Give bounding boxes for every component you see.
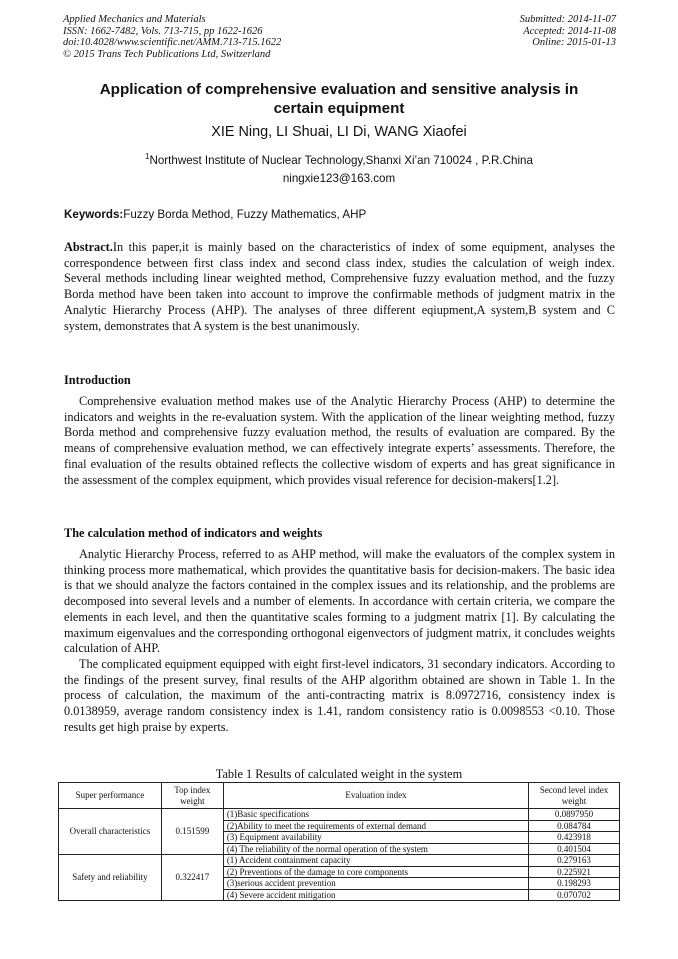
group-top-weight-cell: 0.151599 <box>161 809 223 855</box>
journal-name: Applied Mechanics and Materials <box>63 14 206 25</box>
group-super-cell: Safety and reliability <box>59 855 162 901</box>
header-top-index-weight: Top index weight <box>161 783 223 809</box>
author-email: ningxie123@163.com <box>282 172 396 185</box>
table-row <box>59 809 620 821</box>
keywords <box>64 208 616 221</box>
second-weight-cell: 0.225921 <box>529 866 620 878</box>
authors: XIE Ning, LI Shuai, LI Di, WANG Xiaofei <box>211 124 467 140</box>
group-super-cell: Overall characteristics <box>59 809 162 855</box>
header-evaluation-index: Evaluation index <box>223 783 528 809</box>
evaluation-index-cell: (4) Severe accident mitigation <box>223 889 528 901</box>
dates-header <box>520 14 616 49</box>
calculation-section <box>64 547 615 735</box>
table-header-row <box>59 783 620 809</box>
evaluation-index-cell: (4) The reliability of the normal operation of the system <box>223 843 528 855</box>
results-table <box>58 782 620 901</box>
submitted-date: Submitted: 2014-11-07 <box>519 14 616 25</box>
doi-line: doi:10.4028/www.scientific.net/AMM.713-715.1622 <box>63 37 282 49</box>
second-weight-cell: 0.070702 <box>529 889 620 901</box>
second-weight-cell: 0.423918 <box>529 832 620 844</box>
abstract-label: Abstract. <box>64 240 113 254</box>
header-super-performance: Super performance <box>59 783 162 809</box>
evaluation-index-cell: (1)Basic specifications <box>223 809 528 821</box>
copyright-line: © 2015 Trans Tech Publications Ltd, Switzerland <box>63 48 271 60</box>
evaluation-index-cell: (1) Accident containment capacity <box>223 855 528 867</box>
affiliation <box>60 152 618 167</box>
calculation-heading: The calculation method of indicators and weights <box>64 526 323 540</box>
title-line-1: Application of comprehensive evaluation and sensitive analysis in <box>99 81 579 98</box>
table-caption: Table 1 Results of calculated weight in the system <box>215 767 463 781</box>
evaluation-index-cell: (3)serious accident prevention <box>223 878 528 890</box>
online-date: Online: 2015-01-13 <box>532 37 616 49</box>
evaluation-index-cell: (2)Ability to meet the requirements of external demand <box>223 820 528 832</box>
introduction-heading: Introduction <box>64 373 131 387</box>
issn-line: ISSN: 1662-7482, Vols. 713-715, pp 1622-1626 <box>63 25 263 37</box>
keywords-label: Keywords: <box>64 208 124 221</box>
title-line-2: certain equipment <box>273 99 405 117</box>
calculation-paragraph-2: The complicated equipment equipped with eight first-level indicators, 31 secondary indicators. According to the findings of the present survey, final results of the AHP algorithm obtained are shown in Table 1. In the process of calculation, the maximum of the anti-contracting matrix is 8.0972716, consistency index is 0.0138959, average random consistency index is 1.41, random consistency ratio is 0.0098553 <0.10. Those results get high praise by experts. <box>64 656 615 734</box>
calculation-paragraph-1: Analytic Hierarchy Process, referred to as AHP method, will make the evaluators of the complex system in thinking process more mathematical, which provides the quantitative basis for decision-makers. The basic idea is that we should analyze the factors contained in the complex issues and its relationship, and the problems are decomposed into several levels and a number of elements. In accordance with certain criteria, we compare the elements in each level, and then the quantitative scales forming to a judgment matrix [1]. By calculating the maximum eigenvalues and the corresponding orthogonal eigenvectors of judgment matrix, it concludes weights calculation of AHP. <box>64 547 615 656</box>
introduction-paragraph: Comprehensive evaluation method makes use of the Analytic Hierarchy Process (AHP) to determine the indicators and weights in the re-evaluation system. With the application of the linear weighting method, fuzzy Borda method and comprehensive fuzzy evaluation method, the results of evaluation are compared. By the means of comprehensive evaluation method, we can effectively integrate experts’ assessments. Therefore, the final evaluation of the results obtained reflects the collective wisdom of experts and has great significance in the assessment of the complex equipment, which provides visual reference for decision-makers[1.2]. <box>64 394 615 487</box>
second-weight-cell: 0.0897950 <box>529 809 620 821</box>
abstract-text: In this paper,it is mainly based on the characteristics of index of some equipment, analyses the correspondence between first class index and second class index, studies the calculation of weigh index. Several methods including linear weighted method, Comprehensive fuzzy evaluation method, and the fuzzy Borda method have been taken into account to improve the confirmable methods of judgment matrix in the Analytic Hierarchy Process (AHP). The analyses of three different eqiupment,A system,B system and C system, demonstrates that A system is the best unanimously. <box>64 240 615 333</box>
second-weight-cell: 0.401504 <box>529 843 620 855</box>
journal-header <box>63 14 281 60</box>
second-weight-cell: 0.279163 <box>529 855 620 867</box>
introduction-section <box>64 394 615 488</box>
group-top-weight-cell: 0.322417 <box>161 855 223 901</box>
evaluation-index-cell: (2) Preventions of the damage to core components <box>223 866 528 878</box>
header-second-level-weight: Second level index weight <box>529 783 620 809</box>
evaluation-index-cell: (3) Equipment availability <box>223 832 528 844</box>
affiliation-mark: 1 <box>145 152 150 161</box>
second-weight-cell: 0.084784 <box>529 820 620 832</box>
paper-title <box>60 81 618 118</box>
table-row <box>59 855 620 867</box>
keywords-text: Fuzzy Borda Method, Fuzzy Mathematics, AHP <box>123 208 367 221</box>
accepted-date: Accepted: 2014-11-08 <box>523 25 616 37</box>
second-weight-cell: 0.198293 <box>529 878 620 890</box>
affiliation-text: Northwest Institute of Nuclear Technology,Shanxi Xi’an 710024 , P.R.China <box>149 153 533 167</box>
abstract <box>64 240 615 334</box>
